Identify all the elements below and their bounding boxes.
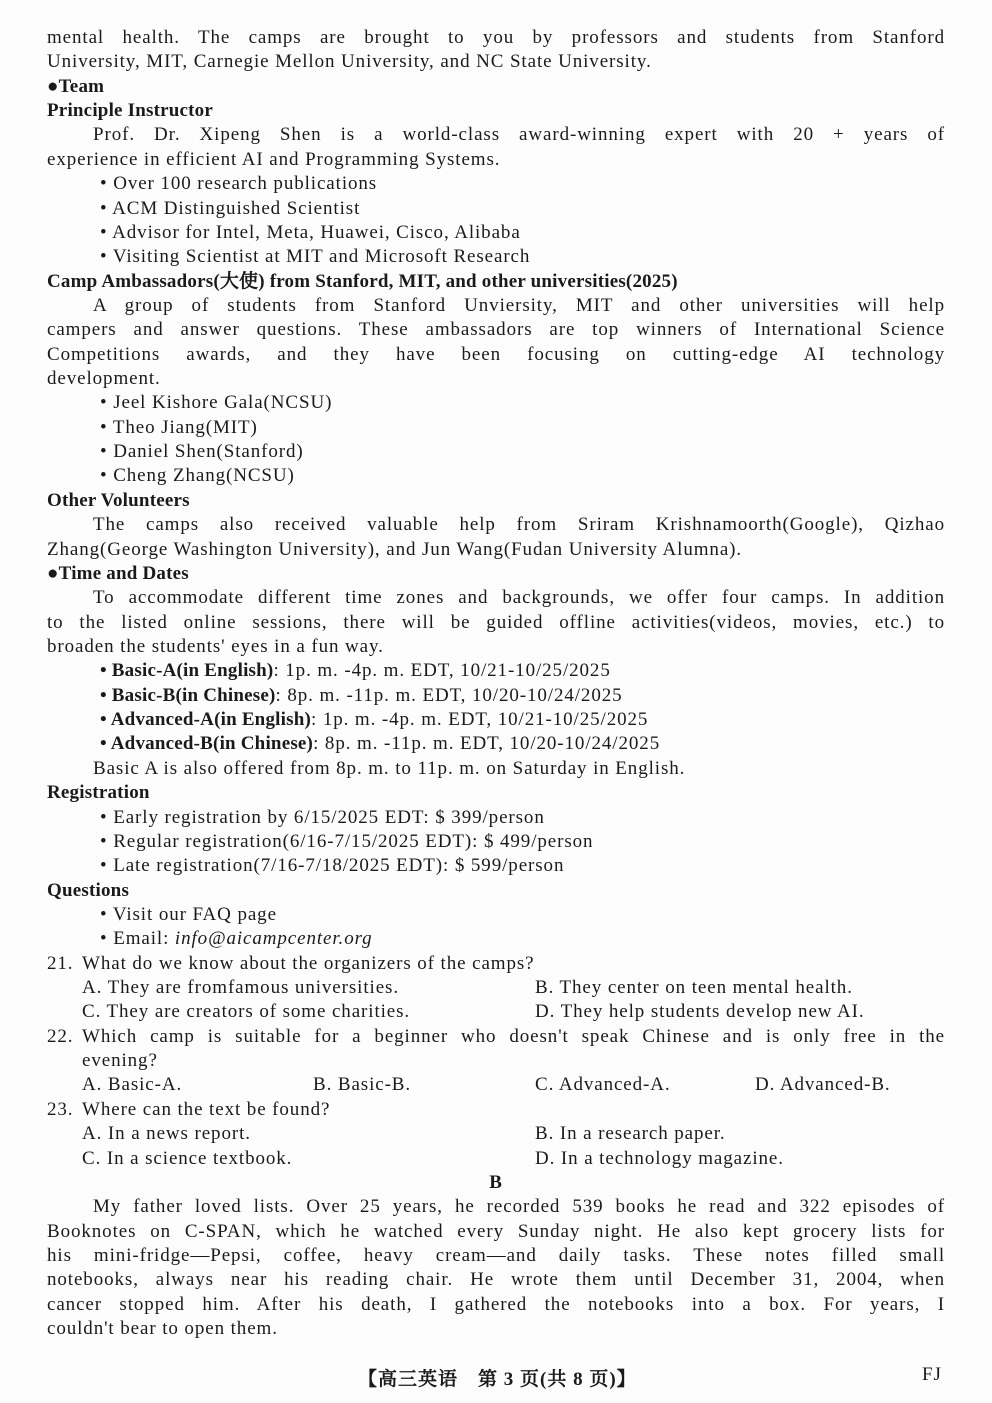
option-a: A. They are fromfamous universities. (82, 977, 399, 999)
camp-item (47, 708, 945, 732)
list-item (47, 927, 945, 951)
list-item: • ACM Distinguished Scientist (100, 197, 361, 219)
camp-item (47, 732, 945, 756)
text-line: Prof. Dr. Xipeng Shen is a world-class award-winning expert with 20 + years of (93, 124, 945, 146)
options-row (47, 1122, 945, 1146)
options-row (47, 1073, 945, 1097)
camp-detail: : 8p. m. -11p. m. EDT, 10/20-10/24/2025 (275, 684, 623, 706)
list-item: • Advisor for Intel, Meta, Huawei, Cisco, Alibaba (100, 221, 521, 243)
text-line: cancer stopped him. After his death, I gathered the notebooks into a box. For years, I (47, 1293, 945, 1315)
page-footer (0, 1364, 992, 1390)
text-line: To accommodate different time zones and backgrounds, we offer four camps. In addition (93, 587, 945, 609)
list-item: • Regular registration(6/16-7/15/2025 EDT): $ 499/person (100, 830, 594, 852)
footer-page-label: 【高三英语 第 3 页(共 8 页)】 (358, 1369, 637, 1390)
options-row (47, 1000, 945, 1024)
text-line: A group of students from Stanford Unviersity, MIT and other universities will help (93, 294, 945, 316)
option-d: D. Advanced-B. (755, 1074, 891, 1096)
text-line: The camps also received valuable help from Sriram Krishnamoorth(Google), Qizhao (93, 514, 945, 536)
list-item: • Visiting Scientist at MIT and Microsoft Research (100, 246, 531, 268)
footer-code: FJ (922, 1364, 942, 1385)
list-item: • Cheng Zhang(NCSU) (100, 465, 295, 487)
camp-name: • Basic-A(in English) (100, 660, 274, 682)
question-number: 22. (47, 1025, 74, 1047)
subheading-instructor: Principle Instructor (47, 100, 214, 122)
question-text: Where can the text be found? (82, 1098, 331, 1120)
camp-item (47, 684, 945, 708)
text-line: My father loved lists. Over 25 years, he recorded 539 books he read and 322 episodes of (93, 1196, 945, 1218)
text-line: campers and answer questions. These ambassadors are top winners of International Science (47, 319, 945, 341)
section-heading-time: ●Time and Dates (47, 562, 189, 584)
question-text: Which camp is suitable for a beginner who doesn't speak Chinese and is only free in the (82, 1025, 945, 1047)
list-item: • Early registration by 6/15/2025 EDT: $ 399/person (100, 806, 545, 828)
camp-detail: : 1p. m. -4p. m. EDT, 10/21-10/25/2025 (311, 709, 649, 731)
section-heading-team: ●Team (47, 75, 105, 97)
option-c: C. Advanced-A. (535, 1074, 671, 1096)
camp-item (47, 659, 945, 683)
text-line: experience in efficient AI and Programming Systems. (47, 148, 501, 170)
text-line: University, MIT, Carnegie Mellon University, and NC State University. (47, 51, 652, 73)
text-line: couldn't bear to open them. (47, 1318, 278, 1340)
subheading-registration: Registration (47, 782, 150, 804)
list-item: • Jeel Kishore Gala(NCSU) (100, 392, 333, 414)
subheading-ambassadors: Camp Ambassadors(大使) from Stanford, MIT, and other universities(2025) (47, 270, 678, 292)
question-22 (47, 1025, 945, 1049)
list-item: • Visit our FAQ page (100, 903, 277, 925)
list-item: • Over 100 research publications (100, 173, 378, 195)
option-b: B. They center on teen mental health. (535, 977, 853, 999)
list-item: • Late registration(7/16-7/18/2025 EDT): $ 599/person (100, 855, 565, 877)
list-item: • Daniel Shen(Stanford) (100, 441, 304, 463)
question-number: 23. (47, 1098, 74, 1120)
camp-detail: : 1p. m. -4p. m. EDT, 10/21-10/25/2025 (273, 660, 611, 682)
option-a: A. In a news report. (82, 1123, 251, 1145)
subheading-volunteers: Other Volunteers (47, 489, 190, 511)
option-d: D. They help students develop new AI. (535, 1001, 865, 1023)
text-line: Booknotes on C-SPAN, which he watched every Sunday night. He also kept grocery lists for (47, 1220, 945, 1242)
text-line: his mini-fridge—Pepsi, coffee, heavy cream—and daily tasks. These notes filled small (47, 1244, 945, 1266)
option-d: D. In a technology magazine. (535, 1147, 784, 1169)
question-text: What do we know about the organizers of the camps? (82, 952, 535, 974)
question-21 (47, 952, 945, 976)
list-item: • Theo Jiang(MIT) (100, 416, 258, 438)
options-row (47, 1147, 945, 1171)
options-row (47, 976, 945, 1000)
camp-name: • Advanced-A(in English) (100, 709, 311, 731)
option-c: C. In a science textbook. (82, 1147, 293, 1169)
email-address: info@aicampcenter.org (174, 928, 373, 950)
email-label: • Email: (100, 928, 175, 950)
text-line: broaden the students' eyes in a fun way. (47, 635, 384, 657)
text-line: Zhang(George Washington University), and Jun Wang(Fudan University Alumna). (47, 538, 743, 560)
section-b-heading: B (489, 1171, 503, 1193)
option-b: B. Basic-B. (313, 1074, 412, 1096)
text-line: mental health. The camps are brought to you by professors and students from Stanford (47, 27, 945, 48)
question-text-cont: evening? (82, 1050, 158, 1072)
subheading-questions: Questions (47, 879, 130, 901)
option-b: B. In a research paper. (535, 1123, 726, 1145)
question-number: 21. (47, 952, 74, 974)
text-line: Basic A is also offered from 8p. m. to 11p. m. on Saturday in English. (93, 757, 686, 779)
camp-name: • Basic-B(in Chinese) (100, 684, 276, 706)
text-line: Competitions awards, and they have been focusing on cutting-edge AI technology (47, 343, 945, 365)
page-body (47, 26, 945, 1341)
text-line: development. (47, 368, 161, 390)
text-line: notebooks, always near his reading chair. He wrote them until December 31, 2004, when (47, 1269, 945, 1291)
camp-name: • Advanced-B(in Chinese) (100, 733, 314, 755)
camp-detail: : 8p. m. -11p. m. EDT, 10/20-10/24/2025 (313, 733, 661, 755)
option-a: A. Basic-A. (82, 1074, 183, 1096)
option-c: C. They are creators of some charities. (82, 1001, 411, 1023)
question-23 (47, 1098, 945, 1122)
text-line: to the listed online sessions, there will be guided offline activities(videos, movies, etc.) to (47, 611, 945, 633)
